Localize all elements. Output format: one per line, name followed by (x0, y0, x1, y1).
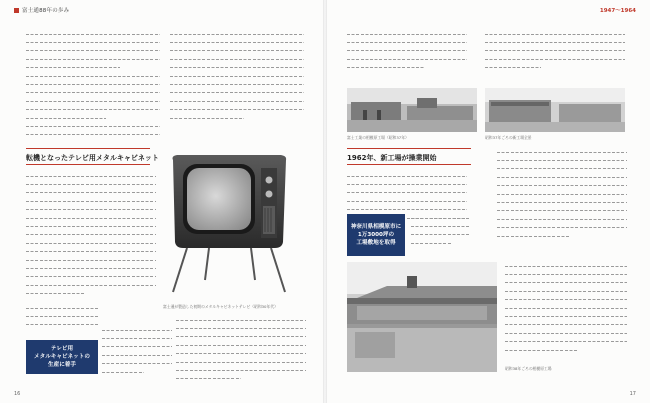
factory-photo-large (347, 262, 497, 372)
running-header (14, 6, 69, 14)
factory-photo-image (347, 262, 497, 372)
body-text-column (411, 214, 469, 254)
callout-line: 神奈川県相模原市に (350, 224, 402, 230)
body-text-column (26, 30, 160, 140)
tv-cabinet-icon (165, 150, 293, 302)
section-title: 転機となったテレビ用メタルキャビネット (26, 154, 159, 162)
page-number: 17 (629, 391, 636, 397)
body-text-column (26, 172, 156, 302)
factory-photo-image (485, 88, 625, 132)
photo-caption: 富士工業の相模原工場（昭和37年） (347, 135, 409, 140)
callout-line: テレビ用 (50, 346, 74, 352)
section-rule (347, 164, 471, 165)
body-text-column (485, 30, 625, 82)
running-header-title: 富士通88年の歩み (22, 8, 70, 14)
body-text-column (170, 30, 304, 140)
section-rule (26, 164, 150, 165)
body-text-column (176, 316, 306, 386)
right-page (325, 0, 650, 403)
body-text-column (505, 262, 627, 360)
tv-caption: 富士通が製造した初期のメタルキャビネットテレビ（昭和30年代） (163, 304, 278, 309)
section-rule (347, 148, 471, 149)
tv-photo (165, 150, 293, 302)
body-text-column (497, 148, 627, 256)
callout-line: 生産に着手 (48, 362, 76, 368)
section-rule (26, 148, 150, 149)
callout-box (347, 214, 405, 256)
callout-line: 工場敷地を取得 (356, 240, 396, 246)
callout-box (26, 340, 98, 374)
photo-caption: 昭和37年ごろの新工場全景 (485, 135, 532, 140)
callout-line: 1万3000坪の (357, 232, 395, 238)
section-title: 1962年、新工場が操業開始 (347, 154, 437, 162)
photo-caption: 昭和38年ごろの相模原工場 (505, 366, 552, 371)
running-header-range: 1947～1964 (599, 8, 636, 14)
factory-photo (347, 88, 477, 132)
callout-line: メタルキャビネットの (34, 354, 90, 360)
factory-photo-image (347, 88, 477, 132)
factory-photo (485, 88, 625, 132)
page-number: 16 (14, 391, 21, 397)
body-text-column (102, 326, 172, 382)
body-text-column (347, 30, 467, 82)
header-mark-icon (14, 8, 19, 13)
